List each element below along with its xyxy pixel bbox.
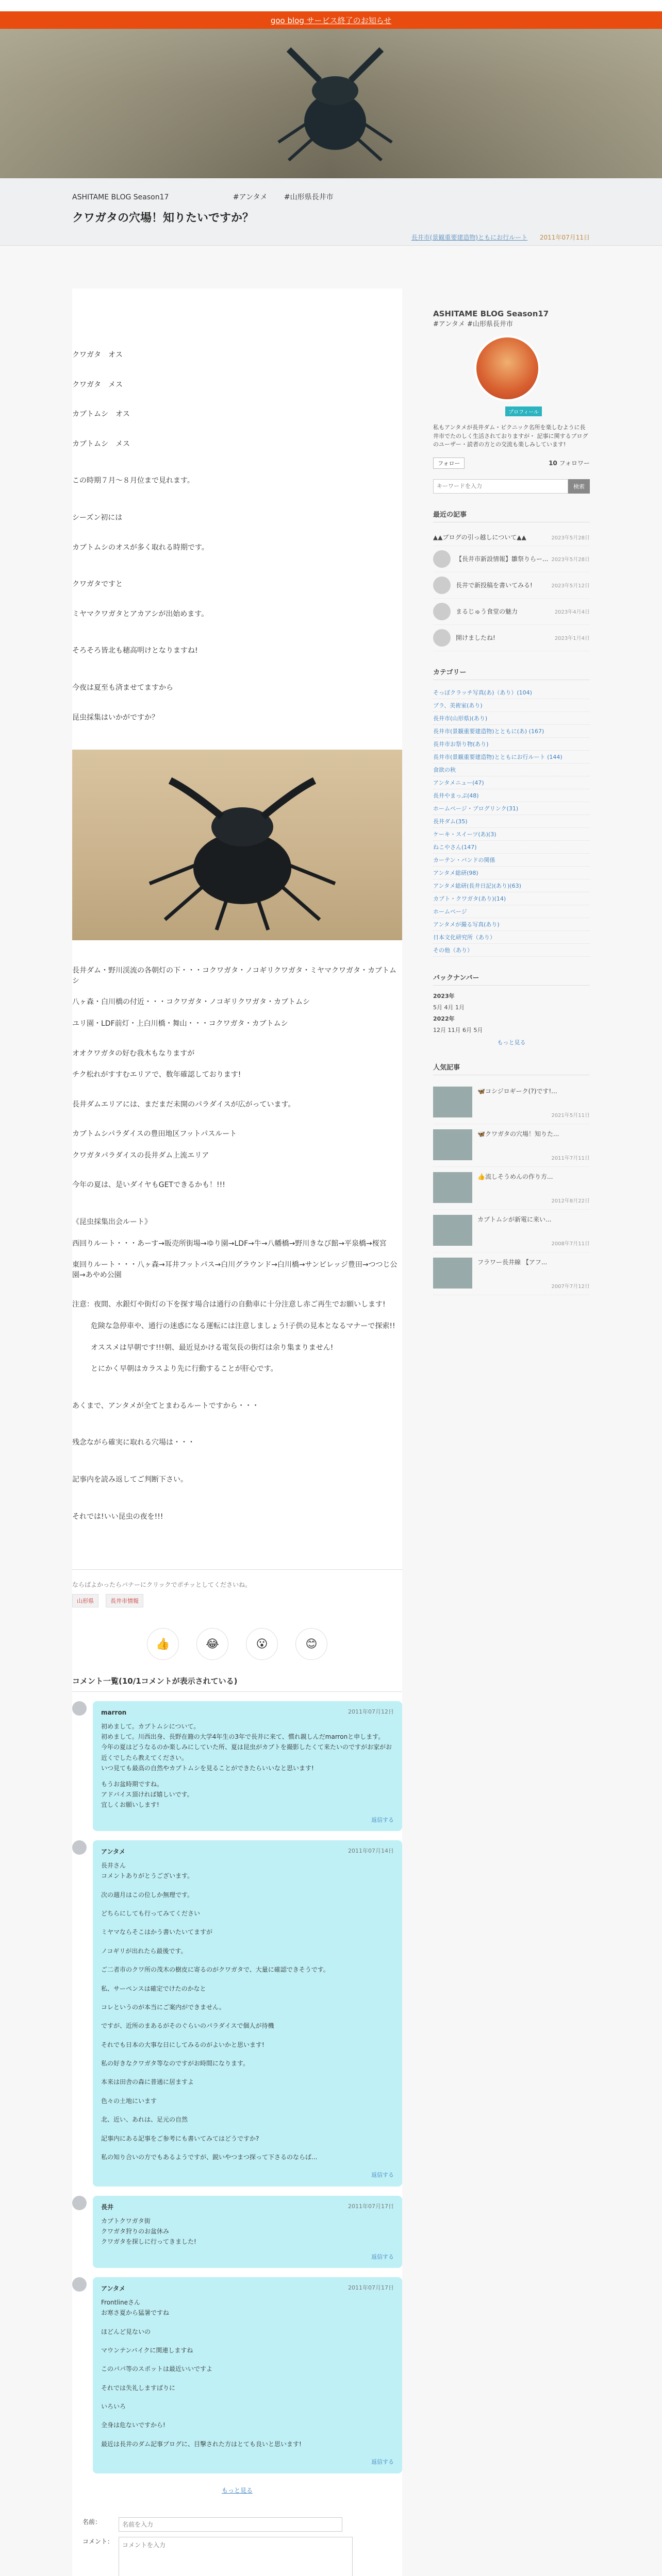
comment-text: 私の好きなクワガタ等なのですがお時間になります。: [101, 2060, 250, 2067]
popular-post-title[interactable]: 🦋コシジロギーク(?)です!...: [477, 1087, 557, 1095]
recent-post-thumbnail: [433, 603, 451, 620]
comment-bubble: [93, 2196, 402, 2268]
archive-month[interactable]: 1月: [455, 1004, 465, 1011]
recent-post[interactable]: [433, 572, 590, 599]
popular-post-title-block: [477, 1129, 590, 1161]
paragraph: 残念ながら確実に取れる穴場は・・・: [72, 1438, 195, 1447]
reaction-button[interactable]: 👍: [147, 1628, 179, 1660]
category-link[interactable]: 長井市(景観重要建造物)ともにお行ルート: [411, 234, 528, 241]
recent-post[interactable]: [433, 546, 590, 572]
category-link[interactable]: 食欲の秋: [433, 764, 590, 776]
paragraph: ユリ園・LDF前灯・上白川橋・舞山・・・コクワガタ・カブトムシ: [72, 1019, 288, 1028]
reply-link[interactable]: 返信する: [371, 2172, 394, 2179]
recent-post-title[interactable]: 開けましたね!: [456, 634, 495, 641]
category-link[interactable]: ねこやさん(147): [433, 841, 590, 854]
comment-text: マウンテンバイクに関連しますね: [101, 2346, 193, 2354]
blog-header: [0, 178, 662, 246]
comment-input[interactable]: [119, 2537, 353, 2576]
popular-post-title-block: [477, 1172, 590, 1204]
paragraph: カブトムシのオスが多く取れる時期です。: [72, 543, 209, 552]
section-heading: カテゴリー: [433, 667, 590, 680]
comment: [72, 2196, 402, 2268]
profile-badge: プロフィール: [505, 406, 542, 416]
intro-line: カブトムシ メス: [72, 439, 130, 448]
search-input[interactable]: [433, 479, 568, 494]
comment-author: marron: [101, 1709, 127, 1717]
caution-text: とにかく早朝はカラスより先に行動することが肝心です。: [91, 1365, 278, 1374]
paragraph: 今夜は夏至も済ませてますから: [72, 683, 173, 692]
category-link[interactable]: そっぽクラッチ写真(あ)（あり）(104): [433, 686, 590, 699]
intro-line: クワガタ メス: [72, 380, 123, 389]
paragraph: ミヤマクワガタとアカアシが出始めます。: [72, 609, 209, 618]
avatar: [72, 1840, 87, 1855]
popular-post-title[interactable]: カブトムシが新電に来い...: [477, 1215, 552, 1223]
top-strip: [0, 0, 662, 11]
category-link[interactable]: ホームページ・ブログリンク(31): [433, 802, 590, 815]
comment-text: 次の週月はこの位しか無理です。: [101, 1891, 194, 1899]
avatar: [72, 1701, 87, 1716]
popular-post-title-block: [477, 1258, 590, 1290]
category-link[interactable]: カーテン・バンドの関係: [433, 854, 590, 867]
comment-text: クワガタを探しに行ってきました!: [101, 2238, 196, 2246]
beetle-image: [268, 44, 402, 163]
section-heading: 最近の記事: [433, 509, 590, 522]
paragraph: 記事内を読み返してご判断下さい。: [72, 1476, 188, 1484]
comment-text: 私の知り合いの方でもあるようですが、鋭いやつまつ探って下さるのならば...: [101, 2154, 318, 2161]
paragraph: 八ヶ森・白川橋の付近・・・コクワガタ・ノコギリクワガタ・カブトムシ: [72, 998, 310, 1007]
comment-text: 北、近い、あれは、足元の自然: [101, 2116, 188, 2124]
post-date: 2011年07月11日: [539, 234, 590, 241]
banner-list: [72, 1594, 402, 1607]
popular-post-date: 2007年7月12日: [551, 1283, 590, 1290]
recent-post-date: 2023年1月4日: [554, 636, 590, 641]
name-input[interactable]: [119, 2517, 342, 2532]
categories: [433, 667, 590, 957]
paragraph: 長井ダムエリアには、まだまだ未開のパラダイスが広がっています。: [72, 1100, 295, 1109]
recent-post-date: 2023年4月4日: [554, 609, 590, 615]
tag-link[interactable]: #アンタメ: [233, 193, 268, 201]
comment-text: 本来は田舎の森に普通に居ますよ: [101, 2078, 194, 2086]
recent-post-date: 2023年5月28日: [551, 535, 590, 541]
paragraph: オオクワガタの好む我木もなりますが: [72, 1049, 195, 1058]
ranking-banners: [72, 1569, 402, 1618]
comment-text: もうお盆時期ですね。: [101, 1780, 163, 1788]
name-row: [82, 2517, 392, 2532]
comment-text: コレというのが本当にご案内ができません。: [101, 2003, 225, 2011]
comment-author: 長井: [101, 2204, 114, 2211]
popular-post-title[interactable]: 👍流しそうめんの作り方...: [477, 1173, 553, 1180]
recent-post-thumbnail: [433, 550, 451, 568]
archive-year[interactable]: 2023年: [433, 992, 455, 999]
archive-month[interactable]: 5月: [433, 1004, 442, 1011]
follower-number: 10: [549, 460, 557, 467]
comment: [72, 2277, 402, 2473]
follower-label: フォロワー: [559, 460, 590, 467]
reaction-button[interactable]: 😂: [196, 1628, 228, 1660]
paragraph: チク松れがすすむエリアで、数年確認しております!: [72, 1071, 241, 1079]
avatar: [72, 2196, 87, 2210]
article-body: [72, 289, 402, 1569]
paragraph: シーズン初には: [72, 513, 123, 522]
reaction-button[interactable]: 😊: [295, 1628, 327, 1660]
comment-text: ご二者市のクワ所の茂木の樹皮に寄るのがクワガタで、大量に確認できそうです。: [101, 1966, 329, 1974]
category-link[interactable]: 日本文化研究所（あり）: [433, 931, 590, 944]
comment-text: Frontlineさん: [101, 2298, 141, 2306]
popular-post-title-block: [477, 1215, 590, 1247]
category-link[interactable]: 長井市(景観重要建造物)とともに(あ) (167): [433, 725, 590, 738]
comment-text: クワガタ狩りのお盆休み: [101, 2227, 170, 2235]
profile-description: 私もアンタメが長井ダム・ピクニック名所を楽しむように長井市でたのしく生活されておりますが・ 記事に関するブログのユーザー・読者の方との交流も楽しみしています!: [433, 424, 588, 448]
route-line: 西回りルート・・・あーす→販売所街場→ゆり園→LDF→牛→八幡橋→野川きなび館→平泉橋→桜宮: [72, 1239, 387, 1248]
caution-text: オススメは早朝です!!!朝、最近見かける電気長の街灯は余り集まりません!: [91, 1343, 334, 1352]
archive: [433, 972, 590, 1046]
category-link[interactable]: カブト・クワガタ(あり)(14): [433, 892, 590, 905]
reaction-button[interactable]: 😮: [246, 1628, 278, 1660]
comment-text: 宜しくお願いします!: [101, 1801, 159, 1809]
beetle-photo: [72, 750, 402, 940]
paragraph: そろそろ皆北も穂高明けとなりますね!: [72, 647, 198, 655]
name-label: 名前：: [82, 2518, 102, 2526]
comment-date: 2011年07月14日: [348, 1848, 394, 1855]
popular-post-thumbnail: [433, 1258, 472, 1289]
category-link[interactable]: 長井やまっぷ(48): [433, 789, 590, 802]
paragraph: この時期７月～８月位まで見れます。: [72, 477, 194, 485]
category-link[interactable]: アンタメニュー(47): [433, 776, 590, 789]
popular-post-thumbnail: [433, 1172, 472, 1203]
category-link[interactable]: ケーキ・スイーツ(あ)(3): [433, 828, 590, 841]
comment-text: 全身は危ないですから!: [101, 2421, 166, 2429]
main-column: [72, 289, 402, 2576]
recent-posts: [433, 509, 590, 651]
category-link[interactable]: アンタメ総研(長井日記)(あり)(63): [433, 879, 590, 892]
archive-month[interactable]: 4月: [444, 1004, 454, 1011]
popular-post-thumbnail: [433, 1215, 472, 1246]
popular-post[interactable]: [433, 1210, 590, 1252]
recent-post[interactable]: [433, 625, 590, 651]
intro-line: カブトムシ オス: [72, 410, 130, 419]
comment-text: このパパ等のスポットは最近いいですよ: [101, 2365, 213, 2373]
comment-text: コメントありがとうございます。: [101, 1872, 194, 1880]
recent-post-date: 2023年5月28日: [551, 557, 590, 563]
popular-posts: [433, 1062, 590, 1295]
archive-month[interactable]: 12月: [433, 1026, 446, 1033]
section-heading: バックナンバー: [433, 972, 590, 986]
category-link[interactable]: ホームページ: [433, 905, 590, 918]
service-notice-link[interactable]: goo blog サービス終了のお知らせ: [0, 11, 662, 29]
category-link[interactable]: アンタメが撮る写真(あり): [433, 918, 590, 931]
category-link[interactable]: 長井市(景観重要建造物)とともにお行ルート (144): [433, 751, 590, 764]
category-link[interactable]: アンタメ総研(98): [433, 867, 590, 879]
profile-name[interactable]: ASHITAME BLOG Season17: [433, 309, 549, 318]
header-image: [0, 29, 662, 178]
comment-text: 最近は長井のダム記事ブログに、目撃された方はとても良いと思います!: [101, 2440, 302, 2448]
paragraph: クワガタですと: [72, 580, 123, 589]
section-heading: 人気記事: [433, 1062, 590, 1075]
intro-list: [72, 350, 402, 449]
reply-link[interactable]: 返信する: [371, 1816, 394, 1823]
search-box: [433, 479, 590, 494]
comment-text: 私、サーペンスは確定でけたのかなと: [101, 1985, 206, 1992]
popular-post-date: 2008年7月11日: [551, 1241, 590, 1247]
comment-date: 2011年07月12日: [348, 1708, 394, 1716]
popular-post-title[interactable]: 🦋クワガタの穴場！知りた...: [477, 1130, 559, 1138]
recent-post-title[interactable]: 長井で新投稿を書いてみる!: [456, 582, 533, 589]
comment-text: いつ見ても最高の自然やカブトムシを見ることができたらいいなと思います!: [101, 1765, 314, 1772]
follow-button[interactable]: フォロー: [433, 457, 465, 469]
blog-tags: [233, 192, 348, 202]
comment-text: お寒さ夏から猛暑ですね: [101, 2309, 170, 2317]
profile-tags: #アンタメ #山形県長井市: [433, 320, 513, 328]
comment-text: 初めまして。川西出身、長野在籍の大学4年生の3年で長井に来て、慣れ親しんだmarronと申します。: [101, 1733, 385, 1740]
follow-row: [433, 457, 590, 469]
paragraph: あくまで、アンタメが全てとまわるルートですから・・・: [72, 1401, 259, 1410]
comment-text: アドバイス頂ければ嬉しいです。: [101, 1790, 193, 1798]
popular-post[interactable]: [433, 1124, 590, 1167]
recent-post-title[interactable]: 【長井市新設情報】雛祭りらー...: [456, 555, 549, 563]
comment-text: 色々の土地にいます: [101, 2097, 157, 2105]
comment-date: 2011年07月17日: [348, 2284, 394, 2292]
paragraph: カブトムシパラダイスの豊田地区フットパスルート: [72, 1130, 237, 1139]
recent-post-title[interactable]: ▲▲ブログの引っ越しについて▲▲: [433, 533, 526, 541]
follower-count: [549, 459, 590, 467]
recent-post-title[interactable]: まるじゅう食堂の魅力: [456, 608, 518, 615]
comment-row: [82, 2537, 392, 2576]
intro-line: クワガタ オス: [72, 351, 123, 359]
search-button[interactable]: 検索: [568, 479, 590, 494]
reply-link[interactable]: 返信する: [371, 2253, 394, 2260]
comment-text: 長井さん: [101, 1861, 126, 1869]
comment-text: ほどんど見ないの: [101, 2328, 151, 2335]
banner-caption: ならばよかったらバナーにクリックでポチッとしてくださいね。: [72, 1581, 252, 1589]
profile-avatar[interactable]: [474, 335, 540, 401]
post-title: クワガタの穴場！知りたいですか？: [72, 212, 254, 225]
comment-text: カブトクワガタ街: [101, 2217, 151, 2225]
archive-months: [433, 1026, 590, 1034]
reply-link[interactable]: 返信する: [371, 2459, 394, 2466]
recent-post-thumbnail: [433, 577, 451, 594]
comment-text: それでは失礼しますばりに: [101, 2384, 176, 2392]
archive-month[interactable]: 5月: [473, 1026, 483, 1033]
comment-text: 記事内にある記事をご参考にも書いてみてはどうですか?: [101, 2134, 259, 2142]
comment-text: ですが、近所のまあるがそのぐらいのパラダイスで個人が待機: [101, 2022, 274, 2030]
archive-month[interactable]: 6月: [462, 1026, 472, 1033]
comment-bubble: [93, 1840, 402, 2187]
tag-link[interactable]: #山形県長井市: [284, 193, 334, 201]
comment: [72, 1840, 402, 2187]
comment-bubble: [93, 1701, 402, 1831]
popular-post[interactable]: [433, 1252, 590, 1295]
comment-author: アンタメ: [101, 2285, 126, 2293]
category-link[interactable]: 長井市(山形県)(あり): [433, 712, 590, 725]
popular-post-title[interactable]: フラワー長井線 【アフ...: [477, 1258, 548, 1266]
comments-heading: コメント一覧(10/1コメントが表示されている): [72, 1670, 402, 1692]
comment-text: それでも日本の大事な日にしてみるのがよいかと思います!: [101, 2041, 264, 2048]
comment-text: 初めまして。カブトムシについて。: [101, 1722, 200, 1730]
recent-post[interactable]: [433, 599, 590, 625]
archive-month[interactable]: 11月: [448, 1026, 461, 1033]
comment: [72, 1701, 402, 1831]
paragraph: 長井ダム・野川渓流の各朝灯の下・・・コクワガタ・ノコギリクワガタ・ミヤマクワガタ・カブトムシ: [72, 967, 397, 985]
route-line: 東回りルート・・・八ヶ森→耳井フットパス→白川グラウンド→白川橋→サンビレッジ豊田→つつじ公園→あやめ公園: [72, 1261, 398, 1279]
comment-bubble: [93, 2277, 402, 2473]
category-link[interactable]: その他（あり）: [433, 944, 590, 957]
paragraph: 昆虫採集はいかがですか？: [72, 713, 159, 722]
popular-post-date: 2012年8月22日: [551, 1198, 590, 1204]
comment-text: 今年の夏はどうなるのか楽しみにしていた所、夏は昆虫がカブトを撮影したくて来たいのですがお家がお近くでしたら教えてください。: [101, 1743, 392, 1761]
category-link[interactable]: 長井市お祭り物(あり): [433, 738, 590, 751]
comment-form: [72, 2507, 402, 2576]
ranking-banner[interactable]: 長井市情報: [106, 1594, 143, 1607]
category-link[interactable]: 長井ダム(35): [433, 815, 590, 828]
popular-post-title-block: [477, 1087, 590, 1118]
comment-date: 2011年07月17日: [348, 2203, 394, 2210]
avatar: [72, 2277, 87, 2292]
post-meta: [411, 233, 590, 242]
reaction-buttons: [72, 1628, 402, 1660]
comment-text: どちらにしても行ってみてください: [101, 1909, 201, 1917]
ranking-banner[interactable]: 山形県: [72, 1594, 98, 1607]
caution-text: 危険な急停車や、通行の迷惑になる運転には注意しましょう!子供の見本となるマナーで探索!!: [91, 1322, 395, 1331]
archive-more-link[interactable]: もっと見る: [497, 1039, 526, 1046]
more-comments-link[interactable]: もっと見る: [221, 2486, 253, 2494]
beetle-photo-drawing: [72, 750, 402, 940]
archive-year[interactable]: 2022年: [433, 1015, 455, 1022]
popular-post-thumbnail: [433, 1087, 472, 1117]
route-heading: 《昆虫採集出会ルート》: [72, 1218, 152, 1227]
archive-months: [433, 1003, 590, 1011]
paragraph: クワガタパラダイスの長井ダム上流エリア: [72, 1151, 209, 1160]
recent-post[interactable]: [433, 529, 590, 546]
recent-post-date: 2023年5月12日: [551, 583, 590, 589]
sidebar: [433, 309, 590, 1295]
popular-post[interactable]: [433, 1167, 590, 1210]
category-link[interactable]: ブラ、美術室(あり): [433, 699, 590, 712]
popular-post-thumbnail: [433, 1129, 472, 1160]
comment-text: ノコギリが出れたら最後です。: [101, 1947, 187, 1955]
comment-text: ミヤマならそこはかう書いたいてますが: [101, 1928, 213, 1936]
recent-post-thumbnail: [433, 629, 451, 647]
popular-post-date: 2011年7月11日: [551, 1155, 590, 1161]
caution-text: 注意：夜間、水銀灯や街灯の下を探す場合は通行の自動車に十分注意し赤ご再生でお願いします!: [72, 1300, 386, 1309]
comment-author: アンタメ: [101, 1848, 126, 1856]
comment-label: コメント：: [82, 2537, 114, 2545]
comment-text: いろいろ: [101, 2403, 126, 2411]
popular-post-date: 2021年5月11日: [551, 1112, 590, 1118]
popular-post[interactable]: [433, 1081, 590, 1124]
blog-name[interactable]: ASHITAME BLOG Season17: [72, 193, 169, 201]
paragraph: 今年の夏は、是いダイヤもGETできるかも！!!!: [72, 1181, 225, 1190]
paragraph: それでは!いい昆虫の夜を!!!: [72, 1512, 163, 1521]
